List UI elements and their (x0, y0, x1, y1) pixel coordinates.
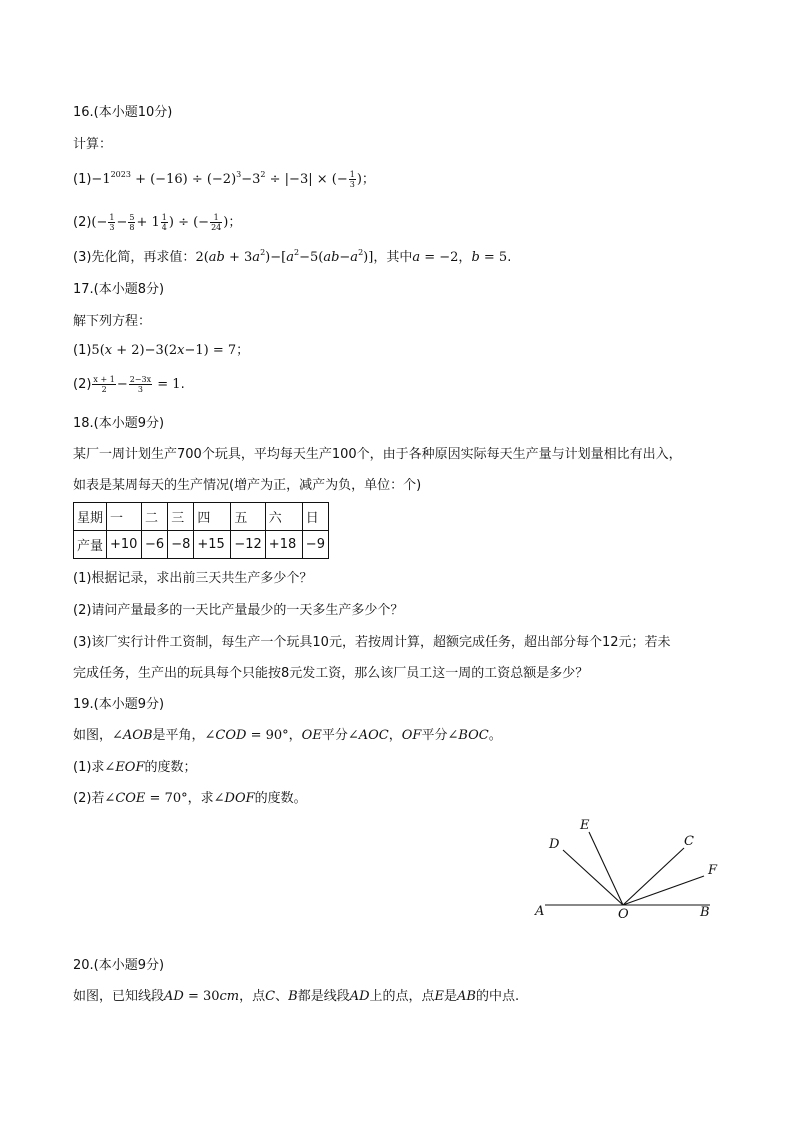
q20-header: 20.(本小题9分) (73, 958, 165, 973)
q17-intro: 解下列方程： (73, 314, 152, 329)
table-cell: 四 (194, 503, 231, 531)
label-o: O (618, 907, 629, 922)
table-cell: −9 (302, 531, 328, 559)
table-cell: 二 (142, 503, 168, 531)
table-cell: −6 (142, 531, 168, 559)
table-cell: +15 (194, 531, 231, 559)
q19-statement: 如图，∠AOB是平角，∠COD = 90°，OE平分∠AOC，OF平分∠BOC。 (73, 728, 502, 743)
q19-part1: (1)求∠EOF的度数； (73, 760, 197, 775)
q19-part2: (2)若∠COE = 70°，求∠DOF的度数。 (73, 791, 307, 806)
table-cell: −12 (231, 531, 265, 559)
table-cell: 三 (168, 503, 194, 531)
q18-header: 18.(本小题9分) (73, 416, 165, 431)
table-cell: +18 (265, 531, 302, 559)
q17-part1: (1)5(x + 2)−3(2x−1) = 7； (73, 343, 250, 358)
q19-header: 19.(本小题9分) (73, 697, 165, 712)
angle-figure (530, 812, 730, 924)
label-e: E (580, 818, 590, 833)
table-cell: 五 (231, 503, 265, 531)
q16-header: 16.(本小题10分) (73, 105, 173, 120)
q17-part2: (2) $\frac{x + 1}{2}$ − $\frac{2-3x}{3}$ = 1. (73, 375, 185, 394)
q18-part2: (2)请问产量最多的一天比产量最少的一天多生产多少个？ (73, 603, 404, 618)
table-cell: 一 (107, 503, 142, 531)
table-cell: +10 (107, 531, 142, 559)
q20-statement: 如图，已知线段AD = 30cm，点C、B都是线段AD上的点，点E是AB的中点. (73, 989, 520, 1004)
q18-part3-line2: 完成任务，生产出的玩具每个只能按8元发工资，那么该厂员工这一周的工资总额是多少？ (73, 666, 589, 681)
table-row-output (74, 531, 329, 559)
ray-od (563, 850, 623, 905)
ray-oc (623, 848, 684, 905)
q18-line1: 某厂一周计划生产700个玩具，平均每天生产100个，由于各种原因实际每天生产量与计划量相比有出入， (73, 447, 682, 462)
table-cell: 星期 (74, 503, 107, 531)
q16-part3: (3)先化简，再求值：$2(ab + 3a^2)-[a^2-5(ab-a^2)]$，其中a = −2，b = 5. (73, 247, 512, 265)
q16-part1: $(1)-1^{2023} + (-16) \div (-2)^3-3^2 \div |-3|$ × (− $\frac{1}{3}$ )； (73, 169, 375, 189)
q17-header: 17.(本小题8分) (73, 282, 165, 297)
table-cell: 六 (265, 503, 302, 531)
q16-intro: 计算： (73, 137, 113, 152)
label-b: B (700, 905, 710, 920)
label-d: D (549, 837, 560, 852)
label-f: F (708, 863, 718, 878)
label-c: C (684, 834, 694, 849)
q18-line2: 如表是某周每天的生产情况(增产为正，减产为负，单位：个) (73, 478, 422, 493)
table-cell: 产量 (74, 531, 107, 559)
table-cell: −8 (168, 531, 194, 559)
q16-part2: (2)(− $\frac{1}{3}$ − $\frac{5}{8}$ + 1 $\frac{1}{4}$ ) ÷ (− $\frac{1}{24}$ )； (73, 213, 242, 232)
q18-part3-line1: (3)该厂实行计件工资制，每生产一个玩具10元，若按周计算，超额完成任务，超出部分每个12元；若未 (73, 635, 671, 650)
ray-of (623, 876, 704, 905)
table-cell: 日 (302, 503, 328, 531)
label-a: A (535, 904, 545, 919)
q18-part1: (1)根据记录，求出前三天共生产多少个？ (73, 571, 313, 586)
table-row-weekday (74, 503, 329, 531)
ray-oe (589, 832, 623, 905)
production-table (73, 502, 329, 559)
